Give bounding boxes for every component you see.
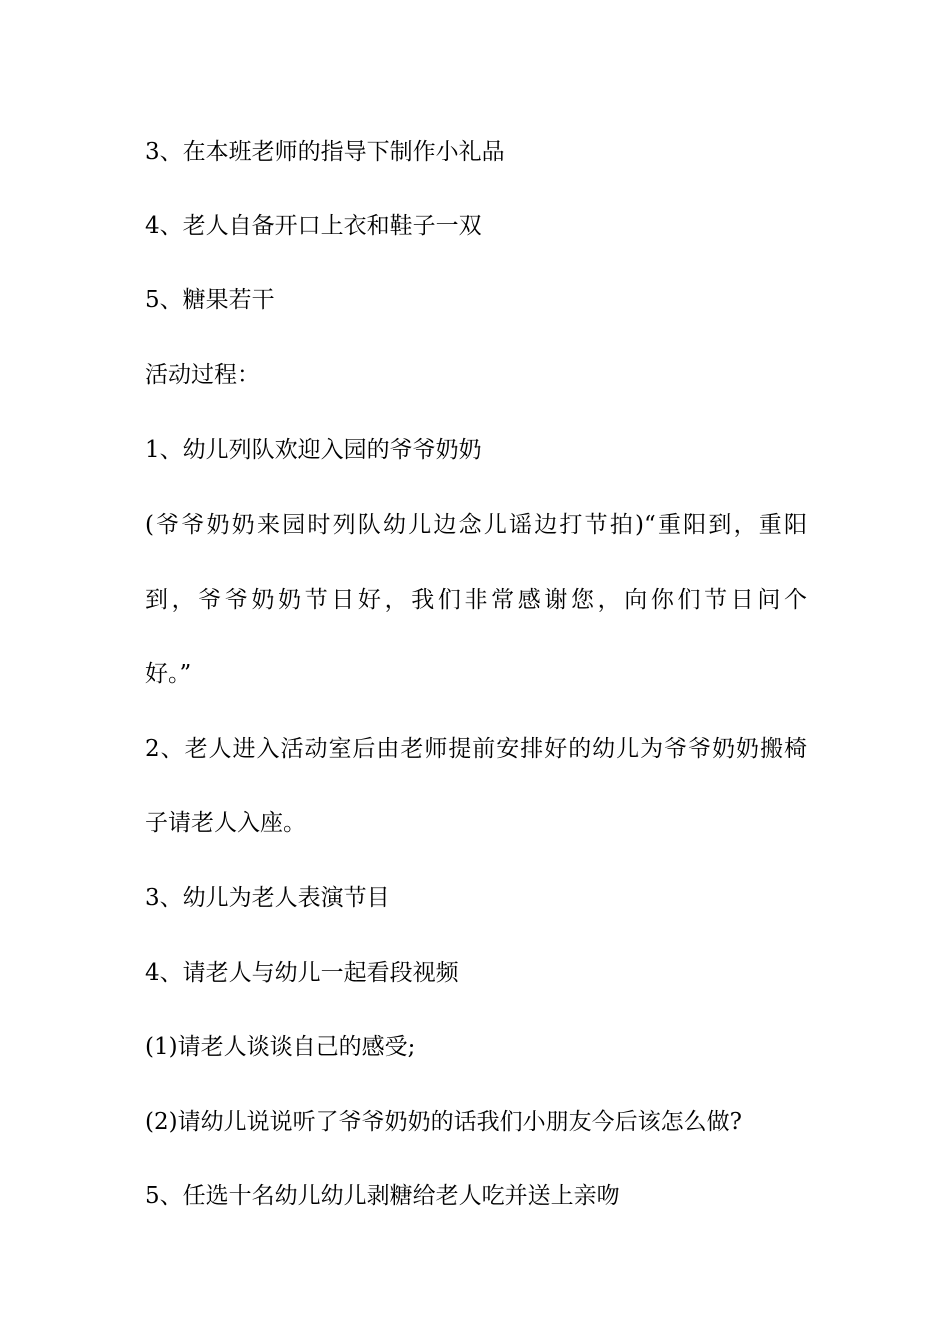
text-line: 1、幼儿列队欢迎入园的爷爷奶奶 [145, 437, 482, 463]
text-line: 到，爷爷奶奶节日好，我们非常感谢您，向你们节日问个 [145, 587, 807, 613]
section-heading: 活动过程： [145, 362, 260, 388]
text-line: 3、幼儿为老人表演节目 [145, 885, 390, 911]
text-line: (1)请老人谈谈自己的感受; [145, 1034, 416, 1060]
text-line: 5、糖果若干 [145, 287, 275, 313]
text-line: 子请老人入座。 [145, 810, 306, 836]
text-line: 好。” [145, 661, 192, 687]
text-line: 4、老人自备开口上衣和鞋子一双 [145, 213, 482, 239]
text-line: (2)请幼儿说说听了爷爷奶奶的话我们小朋友今后该怎么做? [145, 1109, 742, 1135]
text-line: 5、任选十名幼儿幼儿剥糖给老人吃并送上亲吻 [145, 1183, 620, 1209]
text-line: 3、在本班老师的指导下制作小礼品 [145, 139, 505, 165]
text-line: (爷爷奶奶来园时列队幼儿边念儿谣边打节拍)“重阳到，重阳 [145, 512, 807, 538]
text-line: 4、请老人与幼儿一起看段视频 [145, 960, 459, 986]
text-line: 2、老人进入活动室后由老师提前安排好的幼儿为爷爷奶奶搬椅 [145, 736, 807, 762]
